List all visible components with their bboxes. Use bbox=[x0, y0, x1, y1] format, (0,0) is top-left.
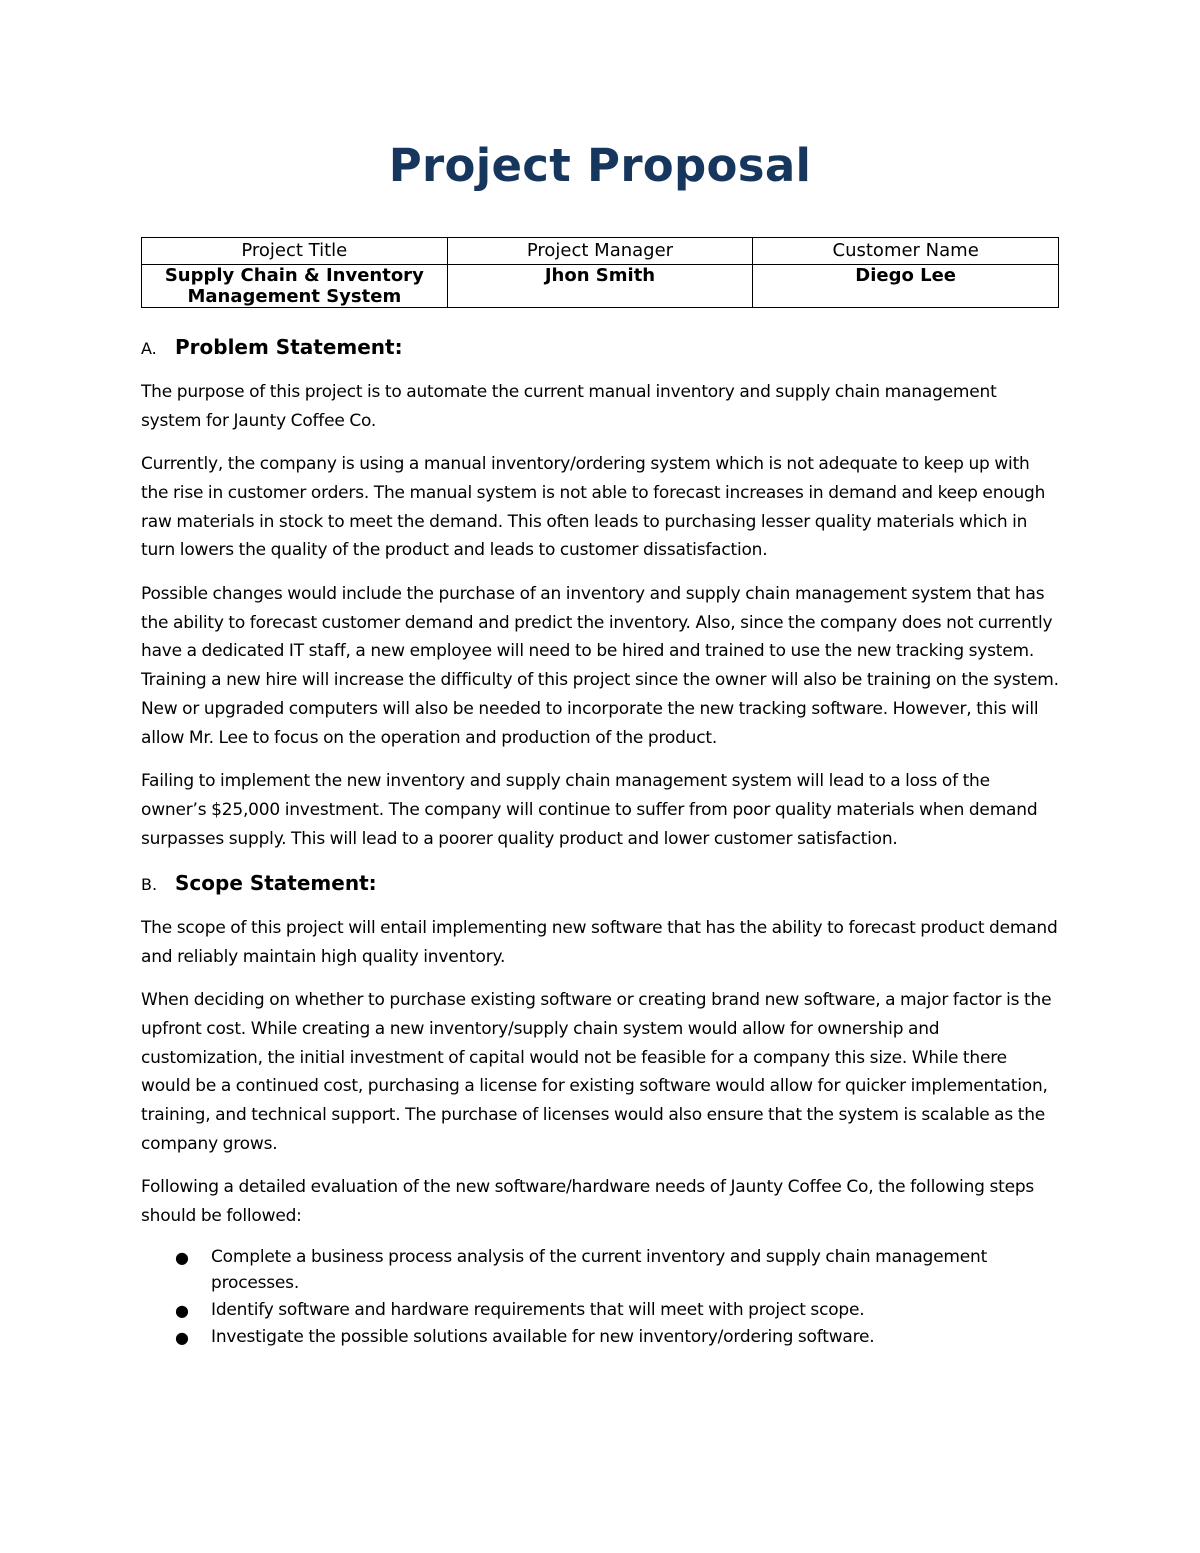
project-info-table bbox=[141, 237, 1059, 308]
bullet-icon: ● bbox=[175, 1300, 189, 1320]
list-item bbox=[141, 1245, 1059, 1296]
list-item-text: Complete a business process analysis of the current inventory and supply chain management processes. bbox=[211, 1247, 988, 1293]
section-heading-problem-statement bbox=[141, 332, 1059, 364]
document-body bbox=[141, 332, 1059, 1352]
paragraph: Following a detailed evaluation of the new software/hardware needs of Jaunty Coffee Co, the following steps should be followed: bbox=[141, 1177, 1035, 1227]
section-letter: A. bbox=[141, 339, 157, 358]
section-title: Scope Statement: bbox=[175, 870, 377, 895]
document-title: Project Proposal bbox=[388, 139, 812, 192]
steps-list bbox=[141, 1245, 1059, 1350]
paragraph: Failing to implement the new inventory and supply chain management system will lead to a loss of the owner’s $25,000 investment. The company will continue to suffer from poor quality materials when demand surpasses supply. This will lead to a poorer quality product and lower customer satisfaction. bbox=[141, 771, 1038, 849]
paragraph: The scope of this project will entail implementing new software that has the ability to forecast product demand and reliably maintain high quality inventory. bbox=[141, 917, 1058, 967]
paragraph: Currently, the company is using a manual inventory/ordering system which is not adequate to keep up with the rise in customer orders. The manual system is not able to forecast increases in demand and keep enough raw materials in stock to meet the demand. This often leads to purchasing lesser quality materials which in turn lowers the quality of the product and leads to customer dissatisfaction. bbox=[141, 454, 1046, 561]
value-project-manager: Jhon Smith bbox=[447, 265, 753, 308]
paragraph: The purpose of this project is to automate the current manual inventory and supply chain management system for Jaunty Coffee Co. bbox=[141, 382, 997, 431]
section-title: Problem Statement: bbox=[175, 335, 403, 359]
table-value-row bbox=[142, 265, 1059, 308]
header-project-manager: Project Manager bbox=[447, 238, 753, 265]
paragraph: Possible changes would include the purchase of an inventory and supply chain management system that has the ability to forecast customer demand and predict the inventory. Also, since the company does not currently have a dedicated IT staff, a new employee will need to be hired and trained to use the new tracking system. Training a new hire will increase the difficulty of this project since the owner will also be training on the system. New or upgraded computers will also be needed to incorporate the new tracking software. However, this will allow Mr. Lee to focus on the operation and production of the product. bbox=[141, 583, 1059, 748]
bullet-icon: ● bbox=[175, 1248, 189, 1268]
header-customer-name: Customer Name bbox=[753, 238, 1059, 265]
section-letter: B. bbox=[141, 874, 158, 894]
list-item bbox=[141, 1298, 1059, 1324]
list-item-text: Identify software and hardware requirements that will meet with project scope. bbox=[211, 1299, 865, 1320]
list-item-text: Investigate the possible solutions available for new inventory/ordering software. bbox=[211, 1326, 875, 1347]
paragraph: When deciding on whether to purchase existing software or creating brand new software, a major factor is the upfront cost. While creating a new inventory/supply chain system would allow for ownership and customization, the initial investment of capital would not be feasible for a company this size. While there would be a continued cost, purchasing a license for existing software would allow for quicker implementation, training, and technical support. The purchase of licenses would also ensure that the system is scalable as the company grows. bbox=[141, 990, 1052, 1155]
value-customer-name: Diego Lee bbox=[753, 265, 1059, 308]
list-item bbox=[141, 1325, 1059, 1351]
section-heading-scope-statement bbox=[141, 868, 1059, 900]
value-project-title: Supply Chain & Inventory Management System bbox=[142, 265, 448, 308]
bullet-icon: ● bbox=[175, 1327, 189, 1347]
header-project-title: Project Title bbox=[142, 238, 448, 265]
table-header-row bbox=[142, 238, 1059, 265]
